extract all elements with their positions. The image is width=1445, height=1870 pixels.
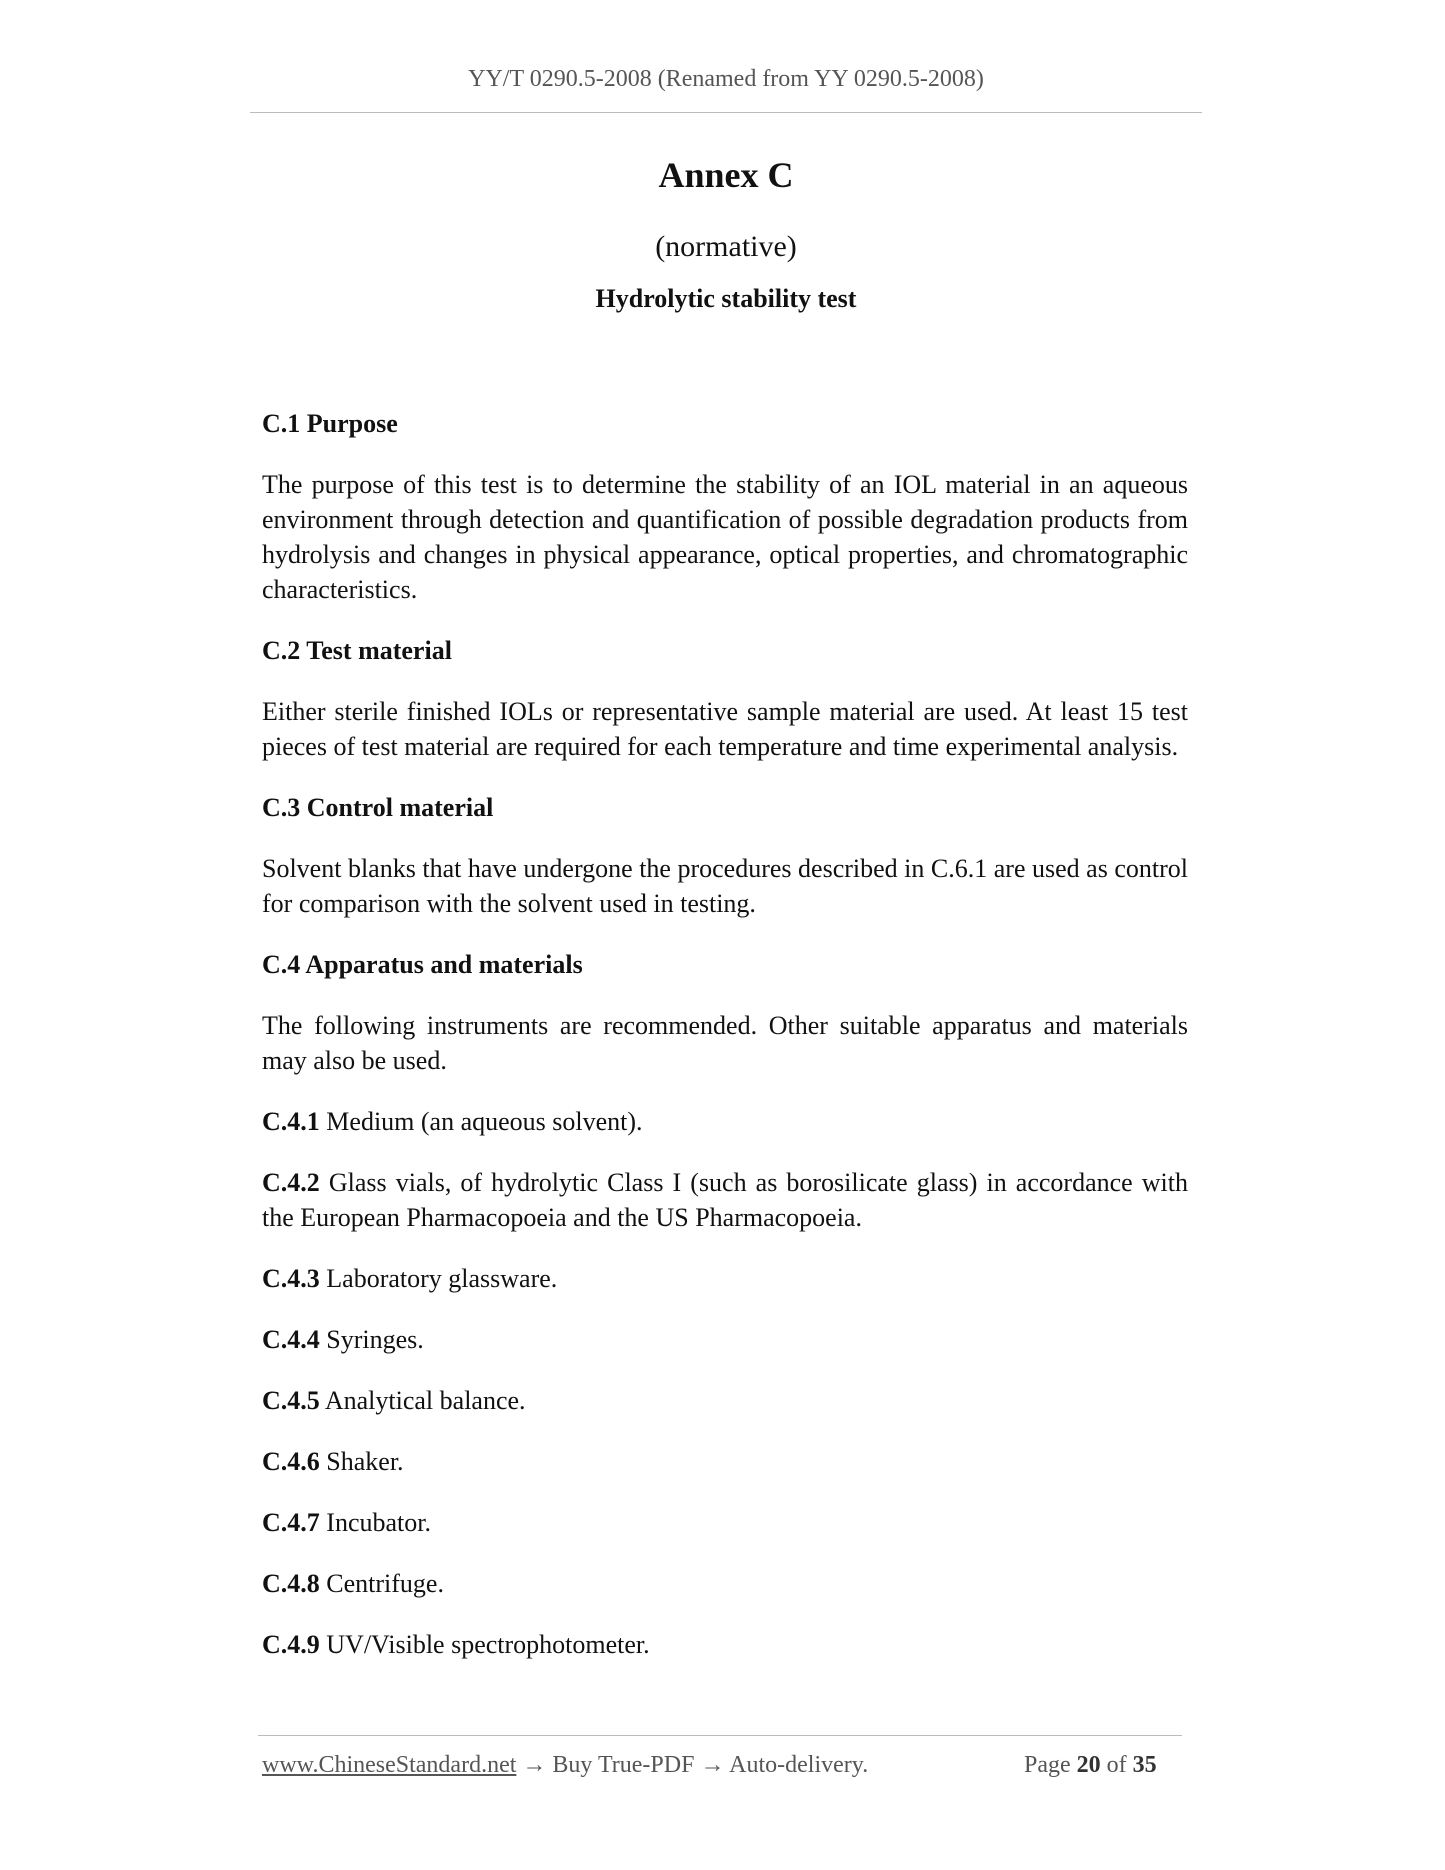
buy-pdf-text: Buy True-PDF: [552, 1752, 695, 1778]
list-item: [262, 1505, 1188, 1540]
list-item: [262, 1165, 1188, 1235]
item-text: UV/Visible spectrophotometer.: [326, 1630, 650, 1659]
annex-subtitle: Hydrolytic stability test: [595, 284, 857, 313]
item-number: C.4.4: [262, 1325, 320, 1354]
page-current: 20: [1076, 1752, 1101, 1778]
list-item: [262, 1444, 1188, 1479]
document-body: [262, 406, 1188, 1688]
site-link[interactable]: www.ChineseStandard.net: [262, 1752, 517, 1778]
item-number: C.4.6: [262, 1447, 320, 1476]
list-item: [262, 1383, 1188, 1418]
item-text: Analytical balance.: [324, 1386, 526, 1415]
item-text: Centrifuge.: [326, 1569, 444, 1598]
item-number: C.4.7: [262, 1508, 320, 1537]
section-text-c4: The following instruments are recommended. Other suitable apparatus and materials may also be used.: [262, 1011, 1188, 1075]
annex-type: (normative): [655, 230, 797, 263]
footer-divider: [258, 1735, 1182, 1736]
item-text: Laboratory glassware.: [326, 1264, 558, 1293]
footer-links: [262, 1752, 868, 1779]
list-item: [262, 1322, 1188, 1357]
page-counter: [1024, 1752, 1157, 1779]
section-heading-c1: C.1 Purpose: [262, 409, 398, 438]
page-of-label: of: [1106, 1752, 1127, 1778]
page-total: 35: [1132, 1752, 1157, 1778]
auto-delivery-text: Auto-delivery.: [729, 1752, 869, 1778]
arrow-right-icon: →: [522, 1752, 547, 1778]
list-item: [262, 1566, 1188, 1601]
item-text: Medium (an aqueous solvent).: [326, 1107, 643, 1136]
item-text: Shaker.: [326, 1447, 404, 1476]
section-heading-c2: C.2 Test material: [262, 636, 452, 665]
list-item: [262, 1261, 1188, 1296]
section-text-c1: The purpose of this test is to determine the stability of an IOL material in an aqueous environment through detection and quantification of possible degradation products from hydrolysis and changes in physical appearance, optical properties, and chromatographic characteristics.: [262, 470, 1188, 604]
item-number: C.4.2: [262, 1168, 320, 1197]
item-number: C.4.1: [262, 1107, 320, 1136]
list-item: [262, 1104, 1188, 1139]
page-label: Page: [1024, 1752, 1071, 1778]
running-header: YY/T 0290.5-2008 (Renamed from YY 0290.5-2008): [468, 66, 984, 92]
item-number: C.4.5: [262, 1386, 320, 1415]
item-text: Glass vials, of hydrolytic Class I (such as borosilicate glass) in accordance with the European Pharmacopoeia and the US Pharmacopoeia.: [262, 1168, 1189, 1232]
section-text-c3: Solvent blanks that have undergone the procedures described in C.6.1 are used as control for comparison with the solvent used in testing.: [262, 854, 1188, 918]
item-number: C.4.3: [262, 1264, 320, 1293]
annex-title: Annex C: [658, 155, 794, 195]
section-heading-c4: C.4 Apparatus and materials: [262, 950, 583, 979]
item-number: C.4.9: [262, 1630, 320, 1659]
item-number: C.4.8: [262, 1569, 320, 1598]
arrow-right-icon: →: [700, 1752, 725, 1778]
section-heading-c3: C.3 Control material: [262, 793, 494, 822]
item-text: Syringes.: [326, 1325, 424, 1354]
item-text: Incubator.: [326, 1508, 431, 1537]
header-divider: [250, 112, 1202, 113]
list-item: [262, 1627, 1188, 1662]
section-text-c2: Either sterile finished IOLs or representative sample material are used. At least 15 test pieces of test material are required for each temperature and time experimental analysis.: [262, 697, 1188, 761]
